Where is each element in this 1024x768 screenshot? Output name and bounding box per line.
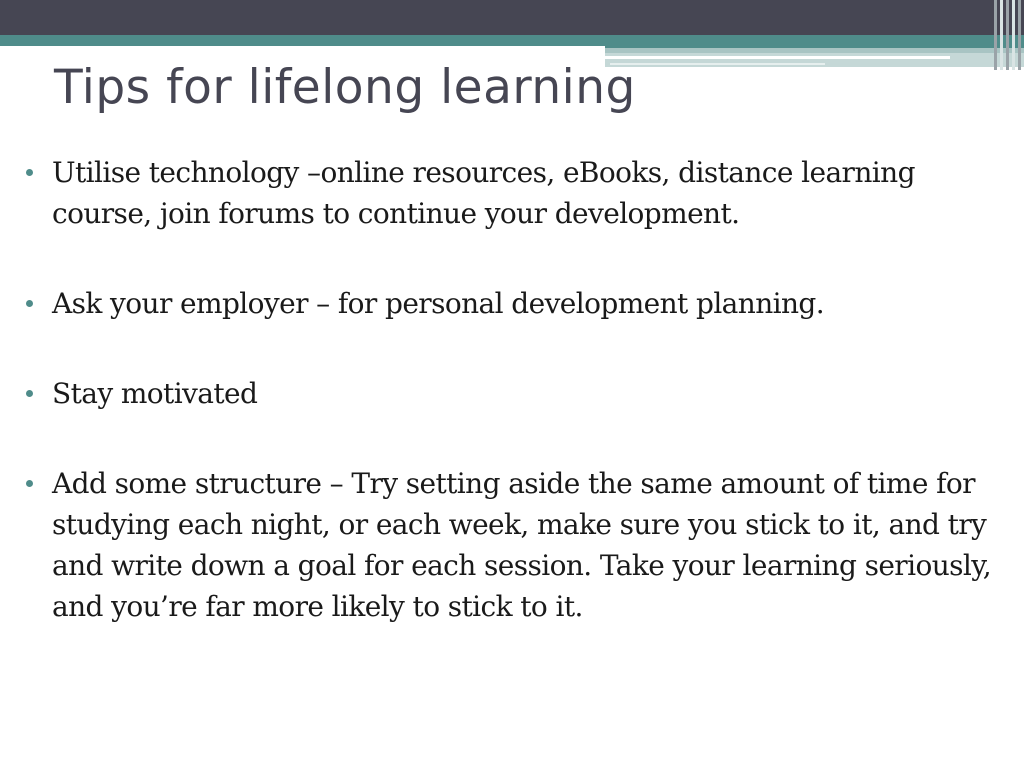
corner-stripes-decoration: [994, 0, 1024, 70]
bullet-text: Ask your employer – for personal development planning.: [52, 287, 825, 320]
bullet-dot-icon: [26, 480, 33, 487]
header-sub-line-secondary: [610, 63, 825, 65]
bullet-text: Utilise technology –online resources, eBooks, distance learning course, join forums to continue your development.: [52, 156, 915, 230]
bullet-item: [24, 283, 1009, 324]
slide-title: Tips for lifelong learning: [54, 60, 636, 115]
bullet-text: Stay motivated: [52, 377, 258, 410]
bullet-list: [24, 152, 1009, 676]
bullet-item: [24, 152, 1009, 234]
bullet-item: [24, 373, 1009, 414]
bullet-dot-icon: [26, 390, 33, 397]
header-sub-line: [605, 56, 950, 59]
header-band-dark: [0, 0, 1024, 35]
bullet-item: [24, 463, 1009, 627]
bullet-dot-icon: [26, 300, 33, 307]
bullet-dot-icon: [26, 169, 33, 176]
bullet-text: Add some structure – Try setting aside the same amount of time for studying each night, or each week, make sure you stick to it, and try and write down a goal for each session. Take your learning seriously, and you’re far more likely to stick to it.: [52, 467, 992, 623]
